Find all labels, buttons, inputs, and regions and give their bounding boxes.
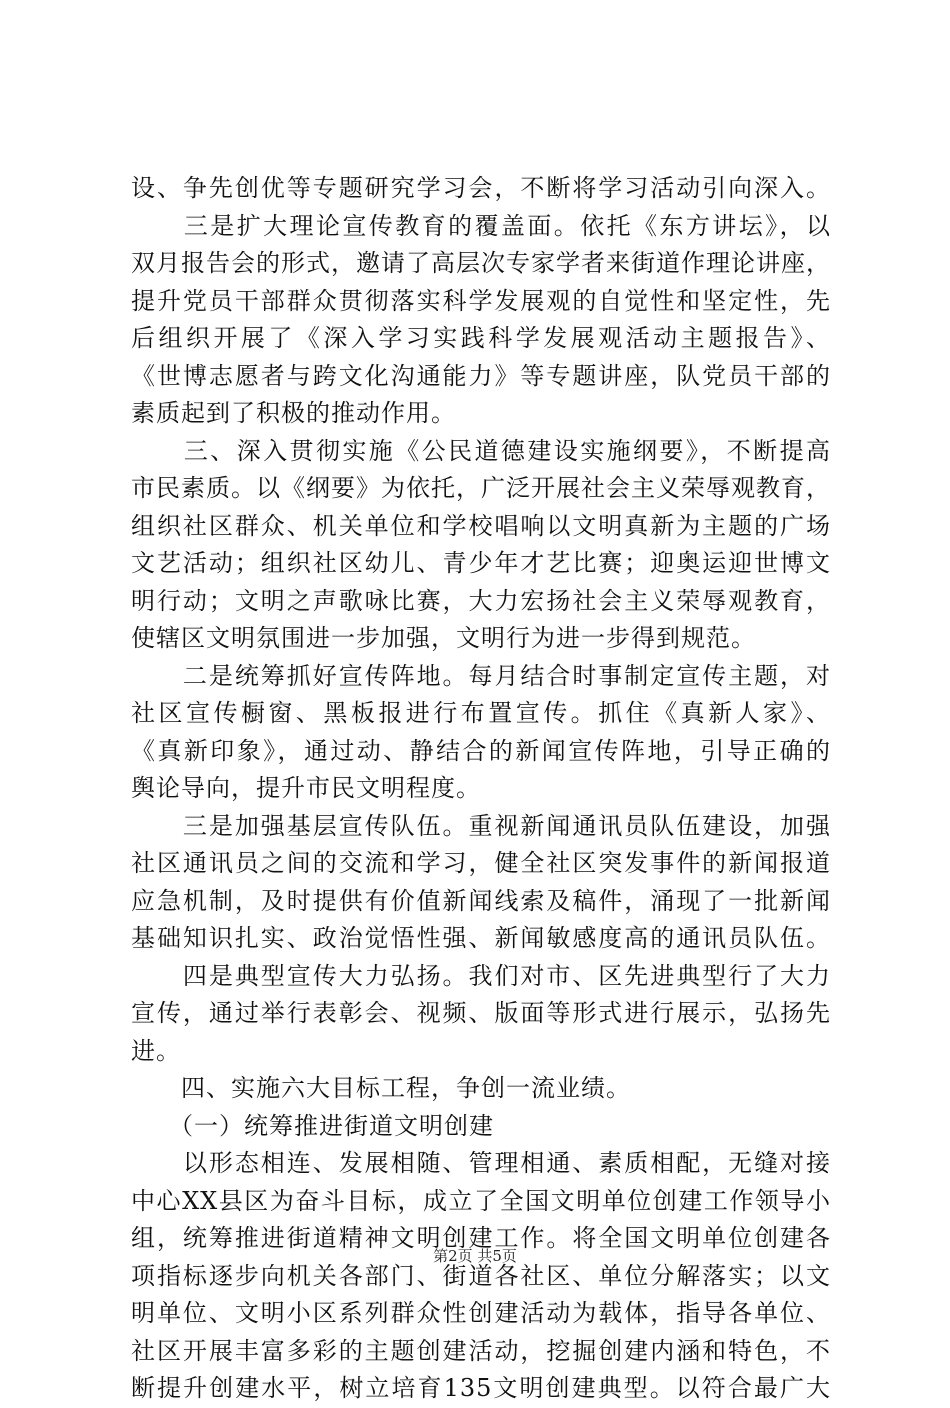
text-line: 中心XX县区为奋斗目标，成立了全国文明单位创建工作领导小 [131, 1186, 831, 1215]
page-number-footer: 第2页 共5页 [433, 1247, 517, 1265]
text-line: 提升党员干部群众贯彻落实科学发展观的自觉性和坚定性，先 [131, 286, 831, 315]
section-heading: 四、实施六大目标工程，争创一流业绩。 [131, 1074, 631, 1102]
subsection-heading: （一）统筹推进街道文明创建 [131, 1111, 494, 1140]
text-line: 二是统筹抓好宣传阵地。每月结合时事制定宣传主题，对 [131, 661, 831, 690]
text-line: 三是扩大理论宣传教育的覆盖面。依托《东方讲坛》，以 [131, 211, 831, 240]
text-line: 市民素质。以《纲要》为依托，广泛开展社会主义荣辱观教育， [131, 474, 831, 502]
text-line: 组，统筹推进街道精神文明创建工作。将全国文明单位创建各 [131, 1224, 831, 1252]
text-line: 设、争先创优等专题研究学习会，不断将学习活动引向深入。 [131, 174, 831, 202]
text-line: 舆论导向，提升市民文明程度。 [131, 774, 481, 802]
text-line: 使辖区文明氛围进一步加强，文明行为进一步得到规范。 [131, 624, 756, 652]
text-line: 社区通讯员之间的交流和学习，健全社区突发事件的新闻报道 [131, 849, 831, 877]
text-line: 宣传，通过举行表彰会、视频、版面等形式进行展示，弘扬先 [131, 999, 831, 1027]
text-line: 社区宣传橱窗、黑板报进行布置宣传。抓住《真新人家》、 [131, 699, 831, 727]
text-line: 明行动；文明之声歌咏比赛，大力宏扬社会主义荣辱观教育， [131, 586, 831, 615]
text-line: 素质起到了积极的推动作用。 [131, 399, 456, 427]
document-body [131, 170, 831, 1408]
text-line: 基础知识扎实、政治觉悟性强、新闻敏感度高的通讯员队伍。 [131, 924, 831, 952]
text-line: 三是加强基层宣传队伍。重视新闻通讯员队伍建设，加强 [131, 811, 831, 840]
text-line: 应急机制，及时提供有价值新闻线索及稿件，涌现了一批新闻 [131, 886, 831, 915]
text-line: 《世博志愿者与跨文化沟通能力》等专题讲座，队党员干部的 [131, 361, 831, 390]
text-line: 三、深入贯彻实施《公民道德建设实施纲要》，不断提高 [131, 436, 831, 465]
text-line: 社区开展丰富多彩的主题创建活动，挖掘创建内涵和特色，不 [131, 1336, 831, 1365]
text-line: 后组织开展了《深入学习实践科学发展观活动主题报告》、 [131, 324, 831, 352]
text-line: 以形态相连、发展相随、管理相通、素质相配，无缝对接 [131, 1149, 831, 1177]
text-line: 《真新印象》，通过动、静结合的新闻宣传阵地，引导正确的 [131, 736, 831, 765]
text-line: 项指标逐步向机关各部门、街道各社区、单位分解落实；以文 [131, 1261, 831, 1290]
text-line: 组织社区群众、机关单位和学校唱响以文明真新为主题的广场 [131, 511, 831, 540]
text-line: 双月报告会的形式，邀请了高层次专家学者来街道作理论讲座， [131, 249, 831, 277]
text-line: 断提升创建水平，树立培育135文明创建典型。以符合最广大 [131, 1374, 831, 1402]
text-line: 明单位、文明小区系列群众性创建活动为载体，指导各单位、 [131, 1299, 831, 1327]
text-line: 四是典型宣传大力弘扬。我们对市、区先进典型行了大力 [131, 961, 831, 990]
text-line: 进。 [131, 1036, 181, 1065]
text-line: 文艺活动；组织社区幼儿、青少年才艺比赛；迎奥运迎世博文 [131, 549, 831, 577]
